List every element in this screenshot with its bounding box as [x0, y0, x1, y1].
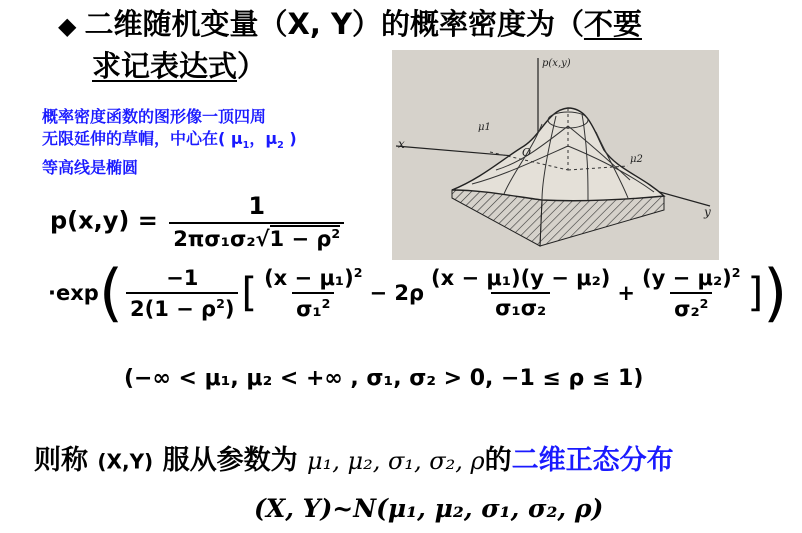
bivariate-normal-term: 二维正态分布: [511, 445, 674, 476]
hatched-wall-right: [540, 196, 664, 246]
density-formula-line2: [48, 256, 788, 329]
conclusion-de: 的: [484, 445, 512, 476]
x-axis-label: x: [398, 137, 405, 151]
conclusion-line: [34, 438, 674, 477]
density-lhs: p(x,y) =: [50, 206, 158, 235]
right-bracket-icon: ]: [747, 270, 764, 316]
plus-sign: +: [617, 281, 635, 305]
conclusion-middle: 服从参数为: [162, 445, 298, 476]
term1-fraction: $\frac{(x - \mu_1)^2}{\sigma_1^2}$: [264, 265, 363, 321]
heading-line2: [92, 46, 266, 86]
term2-fraction: $\frac{\text{(x − μ₁)(y − μ₂)}}{\text{σ₁σ₂}}$: [431, 266, 611, 320]
note-line1: 概率密度函数的图形像一顶四周: [42, 107, 267, 126]
sqrt-sign-icon: √: [255, 227, 270, 251]
term3-fraction: $\frac{(y - \mu_2)^2}{\sigma_2^2}$: [642, 265, 741, 321]
mu2-label: μ2: [630, 154, 643, 165]
note-line3: 等高线是椭圆: [42, 158, 139, 178]
heading-underlined-2: 求记表达式: [92, 49, 238, 83]
left-bracket-icon: [: [241, 270, 258, 316]
normalizing-denominator: $2\pi\sigma_1\sigma_2√1 - \rho^2$: [169, 222, 344, 251]
coefficient-fraction: $\frac{-1}{2(1 - \rho^2)}$: [126, 266, 238, 321]
normalizing-numerator: 1: [248, 192, 266, 220]
bullet-icon: ◆: [58, 12, 77, 40]
density-formula-line1: [50, 192, 347, 251]
heading-line1: 二维随机变量（X, Y）的概率密度为（: [84, 7, 584, 41]
minus-2rho: − 2ρ: [369, 281, 425, 305]
right-paren-icon: ): [763, 256, 788, 329]
conclusion-prefix: 则称: [34, 445, 88, 476]
note-line2: 无限延伸的草帽，中心在( $\mu_1$，$\mu_2$ ): [42, 129, 297, 152]
conclusion-params: μ₁, μ₂, σ₁, σ₂, ρ: [307, 447, 485, 475]
distribution-notation: (X, Y)~N(μ₁, μ₂, σ₁, σ₂, ρ): [254, 494, 604, 523]
density-surface-figure: [392, 50, 719, 260]
normalizing-fraction: [169, 192, 344, 251]
left-paren-icon: (: [98, 256, 124, 329]
z-axis-label: p(x,y): [542, 58, 571, 69]
origin-label: O: [522, 146, 532, 159]
y-axis-label: y: [704, 205, 711, 219]
parameter-conditions: (−∞ < μ₁, μ₂ < +∞ , σ₁, σ₂ > 0, −1 ≤ ρ ≤ 1): [124, 366, 644, 391]
surface-plot: [392, 50, 719, 260]
exp-label: ·exp: [48, 281, 99, 305]
heading-tail: ）: [237, 49, 267, 83]
shape-note: [42, 106, 382, 179]
conclusion-xy: (X,Y): [97, 449, 154, 474]
mu1-label: μ1: [478, 122, 491, 133]
heading-underlined-1: 不要: [583, 7, 642, 41]
heading: [58, 4, 802, 46]
